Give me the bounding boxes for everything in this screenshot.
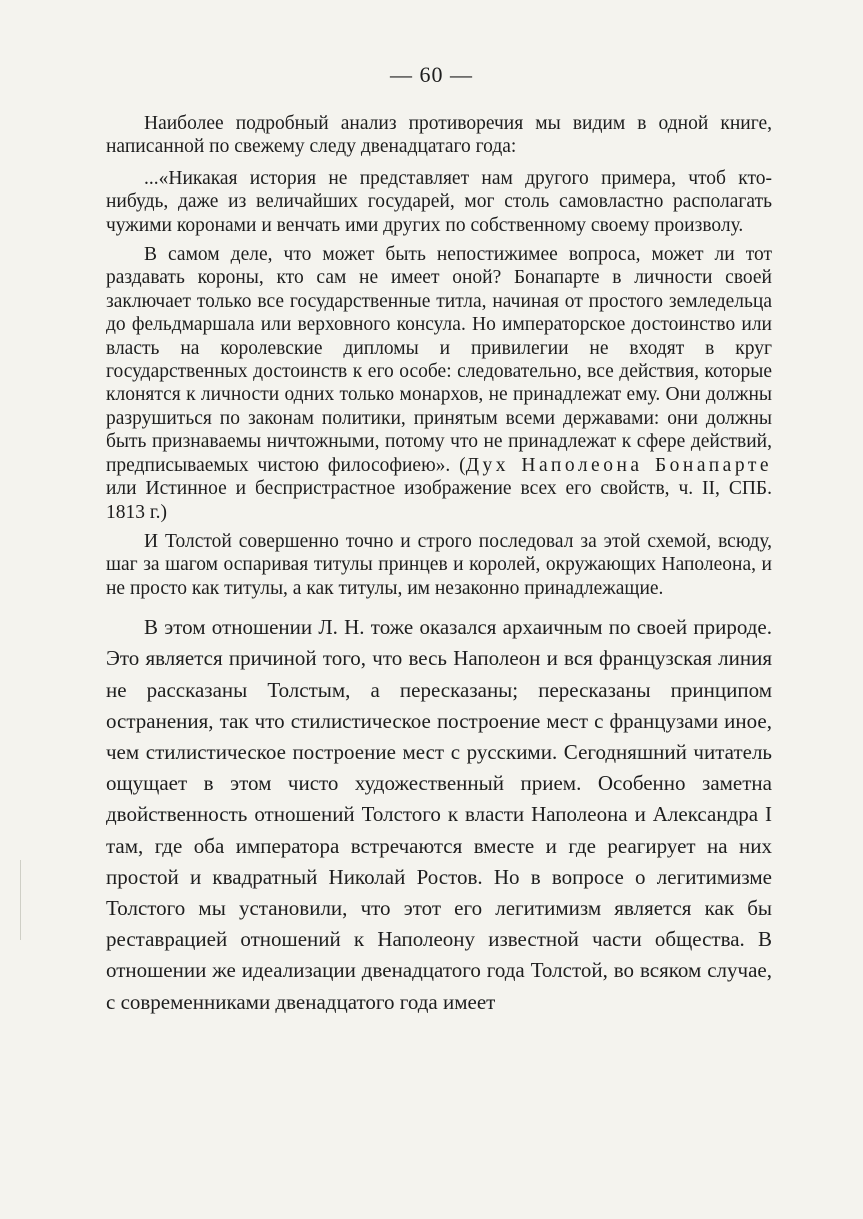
source-citation: или Истинное и беспристрастное изображение всех его свойств, ч. II, СПБ. 1813 г.): [106, 478, 772, 523]
scan-gutter-line: [20, 860, 21, 940]
paragraph-tolstoy-scheme: И Толстой совершенно точно и строго последовал за этой схемой, всюду, шаг за шагом оспаривая титулы принцев и королей, окружающих Наполеона, и не просто как титулы, а как титулы, им незаконно принадлежащие.: [106, 530, 772, 599]
source-title-spaced: Дух Наполеона Бонапарте: [465, 454, 773, 476]
paragraph-intro: Наиболее подробный анализ противоречия мы видим в одной книге, написанной по свежему следу двенадцатаго года:: [106, 113, 772, 158]
page-number: — 60 —: [390, 62, 473, 87]
body-text: [106, 112, 772, 1018]
paragraph-archaic: В этом отношении Л. Н. тоже оказался архаичным по своей природе. Это является причиной того, что весь Наполеон и вся французская линия не рассказаны Толстым, а пересказаны; пересказаны принципом остранения, так что стилистическое построение мест с французами иное, чем стилистическое построение мест с русскими. Сегодняшний читатель ощущает в этом чисто художественный прием. Особенно заметна двойственность отношений Толстого к власти Наполеона и Александра I там, где оба императора встречаются вместе и где реагирует на них простой и квадратный Николай Ростов. Но в вопросе о легитимизме Толстого мы установили, что этот его легитимизм является как бы реставрацией отношений к Наполеону известной части общества. В отношении же идеализации двенадцатого года Толстой, во всяком случае, с современниками двенадцатого года имеет: [106, 615, 772, 1014]
paragraph-quote-opening: ...«Никакая история не представляет нам другого примера, чтоб кто-нибудь, даже из величайших государей, мог столь самовластно располагать чужими коронами и венчать ими других по собственному своему произволу.: [106, 167, 772, 236]
quote-text: В самом деле, что может быть непостижимее вопроса, может ли тот раздавать короны, кто сам не имеет оной? Бонапарте в личности своей заключает только все государственные титла, начиная от простого земледельца до фельдмаршала или верховного консула. Но императорское достоинство или власть на королевские дипломы и привилегии не входят в круг государственных достоинств к его особе: следовательно, все действия, которые клонятся к личности одних только монархов, не принадлежат ему. Они должны разрушиться по законам политики, принятым всеми державами: они должны быть признаваемы ничтожными, потому что не принадлежат к сфере действий, предписываемых чистою философиею». (: [106, 244, 772, 476]
paragraph-quote-continuation: [106, 243, 772, 524]
